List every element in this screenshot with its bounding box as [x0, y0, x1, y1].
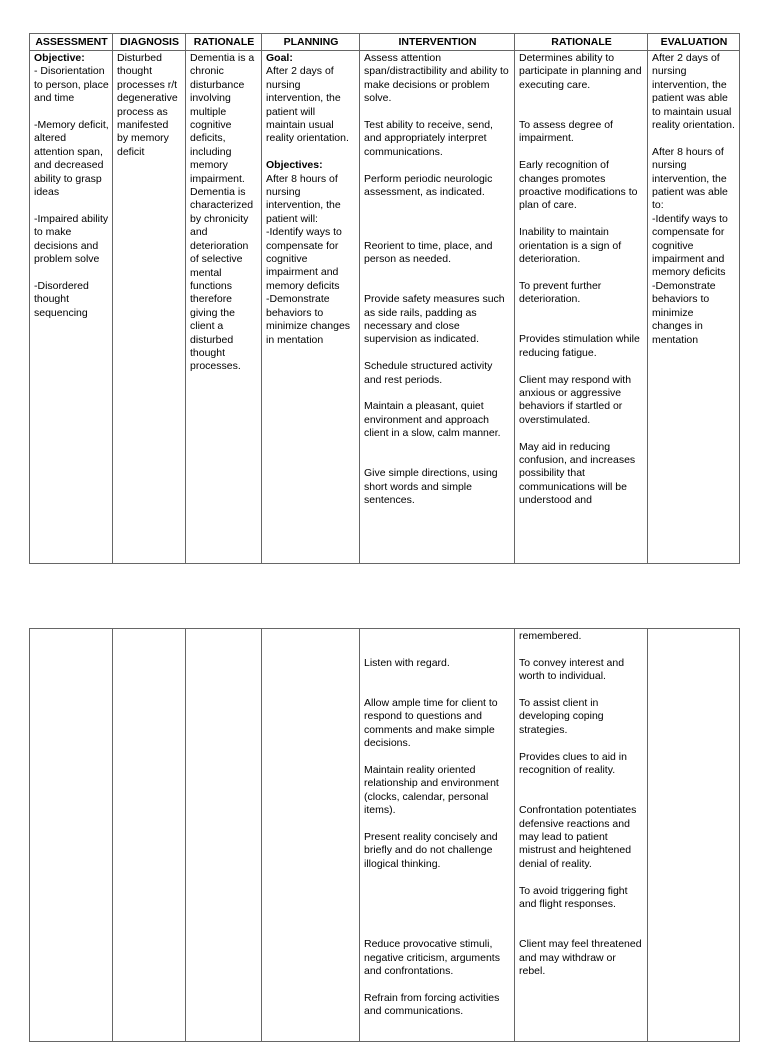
- rationale-item: To assess degree of impairment.: [519, 119, 613, 145]
- rationale-dx-cell: [186, 51, 262, 564]
- diagnosis-cell: [113, 51, 186, 564]
- evaluation-item: -Identify ways to compensate for cognitive impairment and memory deficits: [652, 212, 728, 279]
- objective-item: -Demonstrate behaviors to minimize changes in mentation: [266, 293, 351, 346]
- care-plan-row-continued: [30, 629, 740, 1042]
- rationale-continued-text: remembered.: [519, 630, 582, 642]
- diagnosis-text: Disturbed thought processes r/t degenerative process as manifested by memory deficit: [117, 52, 178, 158]
- rationale-item: Provides stimulation while reducing fatigue.: [519, 333, 640, 359]
- planning-cell-continued: [262, 629, 360, 1042]
- intervention-item: Present reality concisely and briefly and do not challenge illogical thinking.: [364, 831, 498, 870]
- rationale-item: May aid in reducing confusion, and increases possibility that communications will be understood and: [519, 440, 636, 507]
- care-plan-table-part-2: [29, 628, 740, 1042]
- goal-heading: Goal:: [266, 52, 293, 64]
- objectives-intro: After 8 hours of nursing intervention, the patient will:: [266, 172, 341, 225]
- intervention-item: Reduce provocative stimuli, negative criticism, arguments and confrontations.: [364, 938, 500, 978]
- header-diagnosis: DIAGNOSIS: [113, 34, 186, 51]
- header-evaluation: EVALUATION: [648, 34, 740, 51]
- assessment-item: -Memory deficit, altered attention span, and decreased ability to grasp ideas: [34, 119, 109, 199]
- care-plan-row: [30, 51, 740, 564]
- intervention-item: Test ability to receive, send, and appropriately interpret communications.: [364, 119, 493, 158]
- header-intervention: INTERVENTION: [360, 34, 515, 51]
- objective-item: -Identify ways to compensate for cognitive impairment and memory deficits: [266, 226, 342, 292]
- assessment-heading: Objective:: [34, 52, 85, 64]
- intervention-item: Schedule structured activity and rest periods.: [364, 360, 493, 386]
- rationale-cell: [515, 51, 648, 564]
- rationale-item: To assist client in developing coping strategies.: [519, 697, 604, 736]
- rationale-item: Confrontation potentiates defensive reactions and may lead to patient mistrust and heightened denial of reality.: [519, 804, 637, 870]
- intervention-item: Maintain reality oriented relationship and environment (clocks, calendar, personal items).: [364, 764, 499, 817]
- goal-text: After 2 days of nursing intervention, the patient will maintain usual reality orientation.: [266, 65, 349, 145]
- assessment-cell-continued: [30, 629, 113, 1042]
- evaluation-cell-continued: [648, 629, 740, 1042]
- header-planning: PLANNING: [262, 34, 360, 51]
- rationale-item: Client may feel threatened and may withdraw or rebel.: [519, 938, 642, 978]
- evaluation-intro: After 8 hours of nursing intervention, the patient was able to:: [652, 145, 728, 212]
- care-plan-table-part-1: [29, 33, 740, 564]
- header-row: [30, 34, 740, 51]
- intervention-item: Reorient to time, place, and person as needed.: [364, 239, 493, 266]
- rationale-item: Determines ability to participate in planning and executing care.: [519, 52, 642, 91]
- assessment-item: - Disorientation to person, place and time: [34, 65, 109, 105]
- rationale-item: Early recognition of changes promotes proactive modifications to plan of care.: [519, 159, 638, 212]
- rationale-item: To prevent further deterioration.: [519, 279, 602, 306]
- intervention-cell-continued: [360, 629, 515, 1042]
- intervention-item: Listen with regard.: [364, 656, 450, 669]
- intervention-item: Refrain from forcing activities and communications.: [364, 991, 500, 1018]
- rationale-item: To avoid triggering fight and flight responses.: [519, 884, 628, 911]
- intervention-item: Maintain a pleasant, quiet environment and approach client in a slow, calm manner.: [364, 400, 501, 440]
- intervention-item: Perform periodic neurologic assessment, as indicated.: [364, 172, 493, 199]
- rationale-item: Provides clues to aid in recognition of reality.: [519, 750, 627, 777]
- rationale-cell-continued: [515, 629, 648, 1042]
- rationale-item: Client may respond with anxious or aggressive behaviors if startled or overstimulated.: [519, 373, 632, 426]
- evaluation-cell: [648, 51, 740, 564]
- intervention-item: Give simple directions, using short words and simple sentences.: [364, 467, 498, 507]
- evaluation-text: After 2 days of nursing intervention, the patient was able to maintain usual reality orientation.: [652, 52, 735, 132]
- diagnosis-cell-continued: [113, 629, 186, 1042]
- rationale-item: Inability to maintain orientation is a sign of deterioration.: [519, 226, 622, 266]
- assessment-item: -Impaired ability to make decisions and problem solve: [34, 212, 109, 266]
- rationale-item: To convey interest and worth to individual.: [519, 656, 625, 683]
- planning-cell: [262, 51, 360, 564]
- assessment-cell: [30, 51, 113, 564]
- assessment-item: -Disordered thought sequencing: [34, 279, 89, 319]
- rationale-dx-cell-continued: [186, 629, 262, 1042]
- intervention-item: Provide safety measures such as side rails, padding as necessary and close supervision as indicated.: [364, 293, 505, 346]
- header-rationale: RATIONALE: [515, 34, 648, 51]
- objectives-heading: Objectives:: [266, 159, 323, 172]
- intervention-item: Allow ample time for client to respond to questions and comments and make simple decisions.: [364, 697, 498, 750]
- rationale-dx-text: Dementia is a chronic disturbance involving multiple cognitive deficits, including memory impairment. Dementia is characterized by chronicity and deterioration of selective mental functions therefore giving the client a disturbed thought processes.: [190, 52, 255, 373]
- header-assessment: ASSESSMENT: [30, 34, 113, 51]
- intervention-item: Assess attention span/distractibility and ability to make decisions or problem solve.: [364, 52, 509, 105]
- intervention-cell: [360, 51, 515, 564]
- evaluation-item: -Demonstrate behaviors to minimize changes in mentation: [652, 279, 716, 346]
- header-rationale-dx: RATIONALE: [186, 34, 262, 51]
